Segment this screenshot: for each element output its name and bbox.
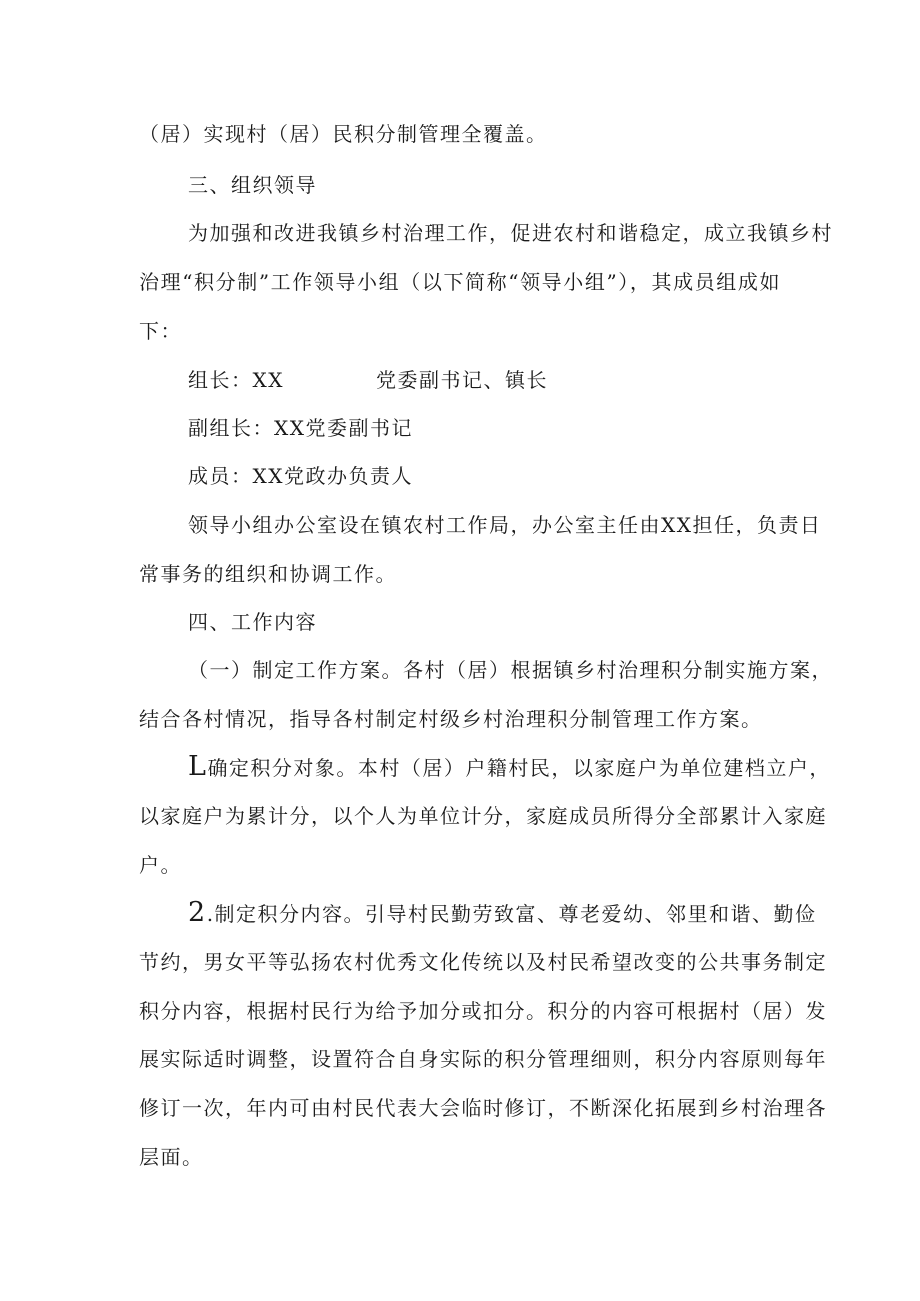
section-heading-4: 四、工作内容 — [188, 610, 317, 634]
text-line: 以家庭户为累计分，以个人为单位计分，家庭成员所得分全部累计入家庭 — [139, 804, 827, 828]
text-line: 展实际适时调整，设置符合自身实际的积分管理细则，积分内容原则每年 — [139, 1047, 827, 1071]
text-line: 修订一次，年内可由村民代表大会临时修订，不断深化拓展到乡村治理各 — [139, 1096, 827, 1120]
text-line — [188, 751, 831, 782]
text-line: 户。 — [139, 853, 182, 877]
item-marker: L — [188, 751, 208, 782]
members-line: 成员：XX党政办负责人 — [188, 464, 413, 488]
text-line: 领导小组办公室设在镇农村工作局，办公室主任由XX担任，负责日 — [188, 513, 822, 537]
item-text: 确定积分对象。本村（居）户籍村民，以家庭户为单位建档立户， — [207, 756, 831, 780]
text-line: 层面。 — [139, 1145, 204, 1169]
section-heading-3: 三、组织领导 — [188, 173, 317, 197]
text-line: （居）实现村（居）民积分制管理全覆盖。 — [139, 122, 548, 146]
text-line: （一）制定工作方案。各村（居）根据镇乡村治理积分制实施方案， — [188, 658, 833, 682]
leader-line — [188, 367, 848, 393]
leader-label: 组长：XX — [188, 368, 284, 392]
text-line: 为加强和改进我镇乡村治理工作，促进农村和谐稳定，成立我镇乡村 — [188, 221, 833, 245]
item-text: .制定积分内容。引导村民勤劳致富、尊老爱幼、邻里和谐、勤俭 — [206, 902, 817, 926]
text-line — [188, 897, 817, 928]
text-line: 治理“积分制”工作领导小组（以下简称“领导小组”），其成员组成如 — [139, 270, 781, 294]
text-line: 常事务的组织和协调工作。 — [139, 562, 397, 586]
text-line: 结合各村情况，指导各村制定村级乡村治理积分制管理工作方案。 — [139, 707, 763, 731]
text-line: 积分内容，根据村民行为给予加分或扣分。积分的内容可根据村（居）发 — [139, 999, 827, 1023]
leader-role: 党委副书记、镇长 — [375, 368, 548, 392]
text-line: 下： — [139, 319, 182, 343]
vice-leader-line: 副组长：XX党委副书记 — [188, 416, 413, 440]
text-line: 节约，男女平等弘扬农村优秀文化传统以及村民希望改变的公共事务制定 — [139, 950, 827, 974]
item-marker: 2 — [188, 897, 207, 928]
